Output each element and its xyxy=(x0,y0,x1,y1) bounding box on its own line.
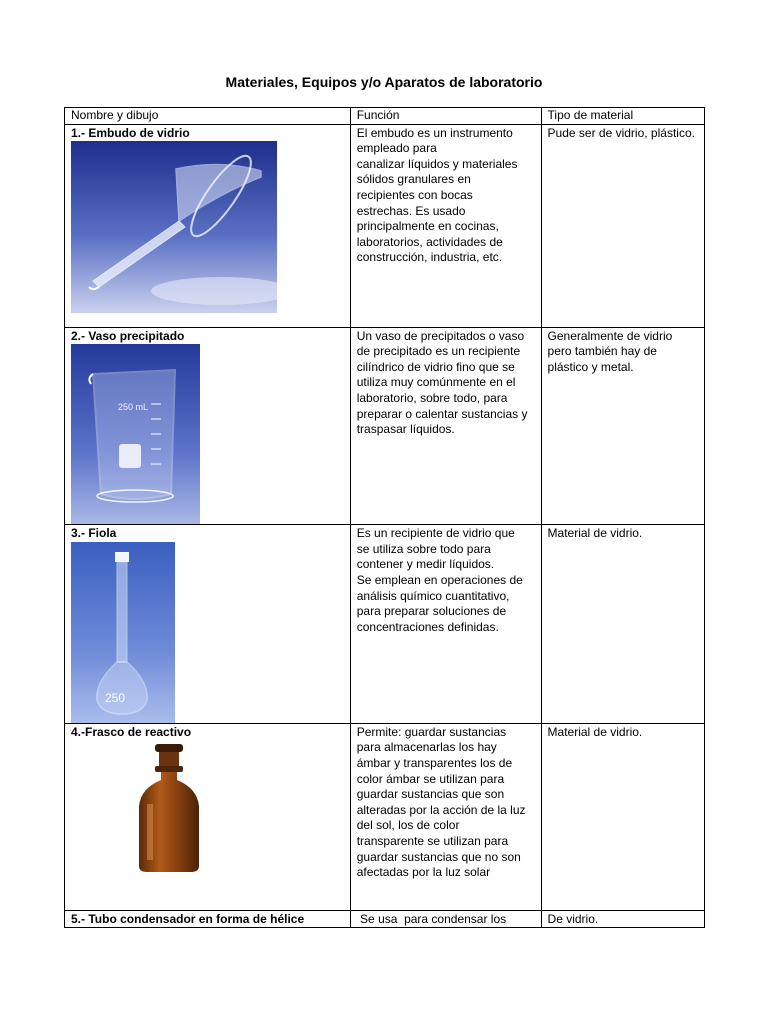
table-row xyxy=(65,910,705,928)
item-material: Material de vidrio. xyxy=(547,526,643,541)
table-row xyxy=(65,723,705,910)
name-cell xyxy=(65,124,351,327)
name-cell xyxy=(65,525,351,724)
item-name: 3.- Fiola xyxy=(71,526,117,541)
item-function: Permite: guardar sustancias para almacenarlas los hay ámbar y transparentes los de color ámbar se utilizan para guardar sustancias que son alteradas por la acción de la luz del sol, los de color transparente se utilizan para guardar sustancias que no son afectadas por la luz solar xyxy=(356,724,526,880)
function-cell xyxy=(350,124,541,327)
item-function: El embudo es un instrumento empleado para canalizar líquidos y materiales sólidos granulares en recipientes con bocas estrechas. Es usado principalmente en cocinas, laboratorios, actividades de construcción, industria, etc. xyxy=(356,125,518,265)
beaker-photo xyxy=(71,344,200,524)
item-function: Un vaso de precipitados o vaso de precipitado es un recipiente cilíndrico de vidrio fino que se utiliza muy comúnmente en el laboratorio, sobre todo, para preparar o calentar sustancias y traspasar líquidos. xyxy=(356,328,528,437)
table-row xyxy=(65,124,705,327)
materials-table xyxy=(64,107,705,928)
table-row xyxy=(65,525,705,724)
material-cell xyxy=(541,525,704,724)
material-cell xyxy=(541,327,704,525)
function-cell xyxy=(350,723,541,910)
item-name: 2.- Vaso precipitado xyxy=(71,328,185,343)
function-cell xyxy=(350,327,541,525)
volumetric-flask-photo xyxy=(71,542,175,723)
header-name: Nombre y dibujo xyxy=(65,108,351,125)
item-name: 5.- Tubo condensador en forma de hélice xyxy=(71,911,305,926)
item-function: Es un recipiente de vidrio que se utiliza sobre todo para contener y medir líquidos. Se emplean en operaciones de análisis químico cuantitativo, para preparar soluciones de concentraciones definidas. xyxy=(356,526,523,634)
item-material: Material de vidrio. xyxy=(547,724,643,739)
material-cell xyxy=(541,723,704,910)
material-cell xyxy=(541,910,704,928)
flask-marking: 250 xyxy=(105,690,126,705)
item-material: Generalmente de vidrio pero también hay de plástico y metal. xyxy=(547,328,673,374)
item-material: De vidrio. xyxy=(547,911,599,926)
item-name: 1.- Embudo de vidrio xyxy=(71,125,190,140)
item-function: Se usa para condensar los xyxy=(356,911,507,926)
function-cell xyxy=(350,910,541,928)
table-row xyxy=(65,327,705,525)
name-cell xyxy=(65,723,351,910)
name-cell xyxy=(65,910,351,928)
glass-funnel-photo xyxy=(71,141,277,313)
page-title: Materiales, Equipos y/o Aparatos de laboratorio xyxy=(225,74,543,90)
header-material: Tipo de material xyxy=(541,108,704,125)
table-header-row xyxy=(65,108,705,125)
function-cell xyxy=(350,525,541,724)
material-cell xyxy=(541,124,704,327)
name-cell xyxy=(65,327,351,525)
amber-reagent-bottle-photo xyxy=(71,740,211,880)
item-material: Pude ser de vidrio, plástico. xyxy=(547,125,695,140)
beaker-marking: 250 mL xyxy=(118,402,149,413)
item-name: 4.-Frasco de reactivo xyxy=(71,724,192,739)
header-function: Función xyxy=(350,108,541,125)
